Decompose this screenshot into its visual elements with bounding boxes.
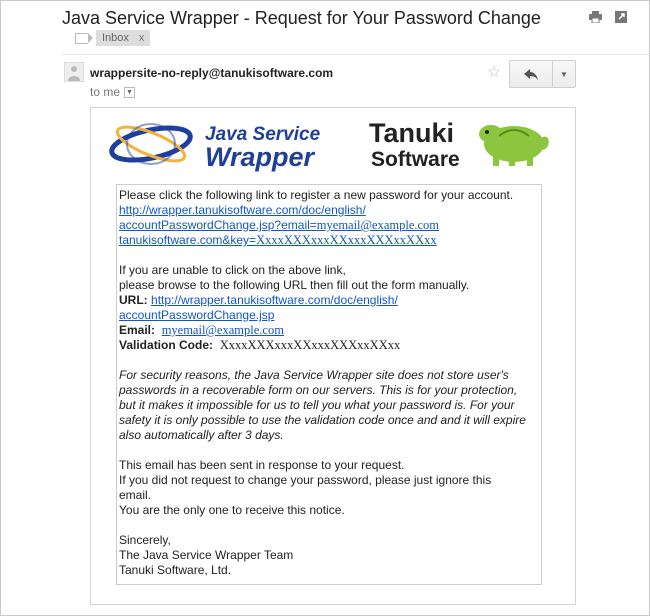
recipient-row xyxy=(90,85,135,99)
inbox-label[interactable] xyxy=(96,30,150,46)
email-subject: Java Service Wrapper - Request for Your Password Change xyxy=(62,8,541,28)
reply-icon xyxy=(524,69,538,80)
new-window-icon[interactable] xyxy=(614,10,628,24)
company-text: Tanuki Software, Ltd. xyxy=(119,563,232,577)
sent-text-2: If you did not request to change your password, please just ignore this xyxy=(119,473,492,487)
reset-link-email: myemail@example.com xyxy=(316,218,440,232)
tanuki-mascot-icon xyxy=(479,125,549,166)
star-icon[interactable]: ☆ xyxy=(487,64,502,81)
security-text-1: For security reasons, the Java Service Wrapper site does not store user's xyxy=(119,368,509,382)
email-value-link[interactable]: myemail@example.com xyxy=(161,323,284,337)
reset-link-part2[interactable] xyxy=(119,218,439,232)
recipient-text: to me xyxy=(90,85,121,99)
reset-link-part3[interactable] xyxy=(119,233,437,247)
tanuki-software-logo xyxy=(369,114,549,174)
reset-link-text2: accountPasswordChange.jsp?email= xyxy=(119,218,317,232)
code-value: XxxxXXXxxxXXxxxXXXxxXXxx xyxy=(219,338,401,352)
inbox-label-text: Inbox xyxy=(102,32,129,44)
unable-text-1: If you are unable to click on the above link, xyxy=(119,263,346,277)
closing-text: Sincerely, xyxy=(119,533,171,547)
reply-button-group xyxy=(509,60,576,88)
remove-label-button[interactable]: x xyxy=(138,32,145,44)
intro-text: Please click the following link to register a new password for your account. xyxy=(119,188,514,202)
logo-right-line2: Software xyxy=(371,148,460,171)
sent-text-1: This email has been sent in response to your request. xyxy=(119,458,405,472)
url-label: URL: xyxy=(119,293,148,307)
logo-left-line2: Wrapper xyxy=(205,142,315,172)
print-icon[interactable] xyxy=(588,10,602,24)
email-body-card xyxy=(90,107,576,605)
url-link-part2[interactable]: accountPasswordChange.jsp xyxy=(119,308,275,322)
security-text-4: safety it is only possible to use the validation code once and and it will expire xyxy=(119,413,526,427)
top-actions xyxy=(588,10,628,24)
email-label: Email: xyxy=(119,323,156,337)
reset-link-key: XxxxXXXxxxXXxxxXXXxxXXxx xyxy=(256,233,437,247)
url-link-part1[interactable]: http://wrapper.tanukisoftware.com/doc/english/ xyxy=(151,293,398,307)
message-text-box xyxy=(116,184,542,585)
logo-right-line1: Tanuki xyxy=(369,118,455,148)
security-text-5: also automatically after 3 days. xyxy=(119,428,284,442)
label-row xyxy=(75,30,150,46)
reset-link-text3: tanukisoftware.com&key= xyxy=(119,233,257,247)
code-label: Validation Code: xyxy=(119,338,214,352)
show-details-icon[interactable]: ▼ xyxy=(124,87,135,98)
unable-text-2: please browse to the following URL then fill out the form manually. xyxy=(119,278,470,292)
reply-button[interactable] xyxy=(509,60,553,88)
java-service-wrapper-logo xyxy=(107,116,323,172)
security-text-2: passwords in a recoverable form on our servers. This is for your protection, xyxy=(119,383,518,397)
logo-left-line1: Java Service xyxy=(205,124,321,145)
more-actions-button[interactable]: ▼ xyxy=(553,60,576,88)
sender-address[interactable]: wrappersite-no-reply@tanukisoftware.com xyxy=(90,66,334,80)
security-text-3: but it makes it impossible for us to tell you what your password is. For your xyxy=(119,398,515,412)
header-divider xyxy=(62,54,650,55)
sent-text-3: email. xyxy=(119,488,152,502)
label-tag-icon[interactable] xyxy=(75,33,88,44)
sender-avatar xyxy=(64,62,84,82)
team-text: The Java Service Wrapper Team xyxy=(119,548,294,562)
sent-text-4: You are the only one to receive this notice. xyxy=(119,503,345,517)
reset-link-part1[interactable]: http://wrapper.tanukisoftware.com/doc/english/ xyxy=(119,203,366,217)
